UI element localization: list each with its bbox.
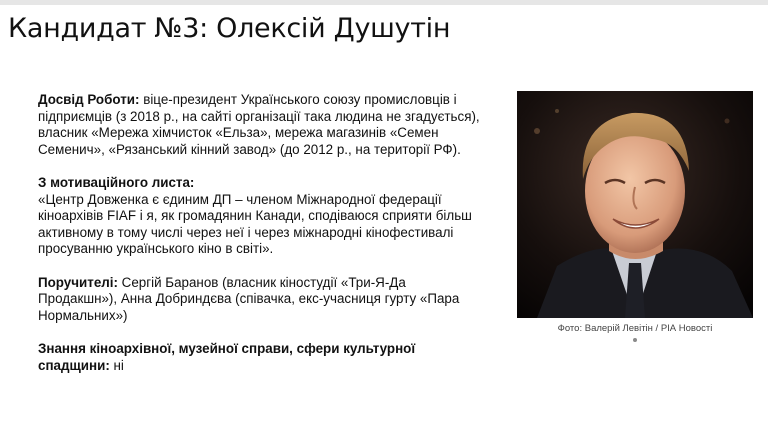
section-label: З мотиваційного листа: [38, 175, 195, 190]
section-archive-knowledge [38, 341, 488, 374]
section-guarantors [38, 275, 488, 325]
section-text: Сергій Баранов (власник кіностудії «Три-Я-Да Продакшн»), Анна Добриндєва (співачка, екс-учасниця гурту «Пара Нормальних») [38, 274, 460, 323]
candidate-photo [517, 91, 753, 318]
section-motivation-letter [38, 175, 488, 258]
candidate-info [38, 92, 488, 391]
photo-caption: Фото: Валерій Левітін / РІА Новості [557, 323, 713, 334]
section-label: Досвід Роботи: [38, 92, 140, 107]
section-text: ні [109, 357, 124, 373]
section-text: «Центр Довженка є єдиним ДП – членом Міжнародної федерації кіноархівів FIAF і я, як громадянин Канади, сподіваюся сприяти більш активному в тому числі через неї і через міжнародні кінофестивалі просуванню українського кіно в світі». [38, 191, 472, 256]
section-label: Поручителі: [38, 274, 118, 290]
section-text: віце-президент Українського союзу промисловців і підприємців (з 2018 р., на сайті організації така людина не згадується), власник «Мережа хімчисток «Ельза», мережа магазинів «Семен Семенич», «Рязанський кінний завод» (до 2012 р., на території РФ). [38, 92, 480, 157]
slide-indicator-dot [633, 338, 637, 342]
section-work-experience [38, 92, 488, 158]
top-bar [0, 0, 768, 5]
section-label: Знання кіноархівної, музейної справи, сфери культурної спадщини: [38, 341, 416, 373]
slide-title: Кандидат №3: Олексій Душутін [8, 13, 451, 44]
